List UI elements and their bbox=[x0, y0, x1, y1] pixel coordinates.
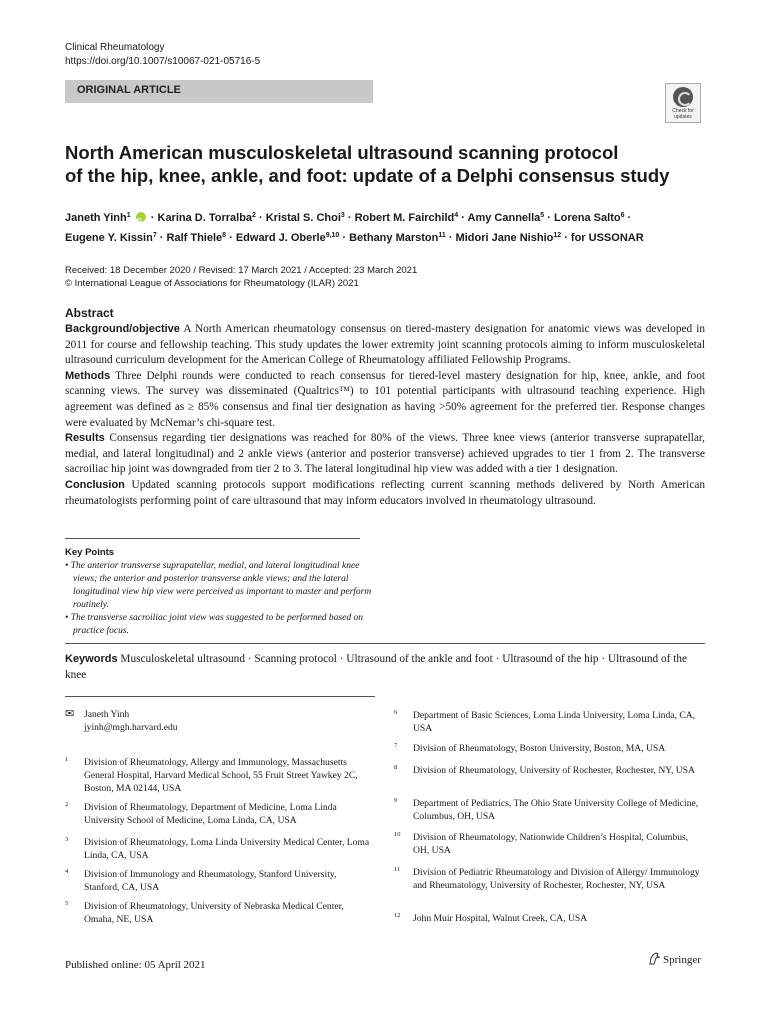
springer-horse-icon bbox=[648, 952, 660, 965]
abstract-methods bbox=[65, 369, 705, 431]
author-affiliation-ref: 4 bbox=[454, 212, 459, 219]
publisher-logo[interactable] bbox=[648, 952, 701, 967]
abstract-background-label: Background/objective bbox=[65, 323, 180, 335]
affiliations-right-column bbox=[394, 709, 704, 934]
key-points-list bbox=[65, 560, 385, 638]
key-points-heading: Key Points bbox=[65, 547, 115, 558]
author-name[interactable]: Edward J. Oberle bbox=[235, 232, 326, 244]
envelope-icon: ✉ bbox=[65, 708, 75, 720]
abstract-conclusion-text: Updated scanning protocols support modifications reflecting current scanning methods delivered by North American rheumatologists performing point of care ultrasound that may inform educators involved in rheumatology ultrasound. bbox=[65, 478, 705, 507]
key-points-divider bbox=[65, 538, 360, 539]
affiliation-text: John Muir Hospital, Walnut Creek, CA, USA bbox=[413, 913, 588, 924]
key-point-text: The anterior transverse suprapatellar, medial, and lateral longitudinal knee views; the anterior and posterior transverse ankle views; and the lateral longitudinal view hip view were perceived as important to master and perform routinely. bbox=[70, 561, 372, 610]
key-point-item: • The transverse sacroiliac joint view was suggested to be performed based on practice focus. bbox=[65, 613, 363, 636]
key-point-text: The transverse sacroiliac joint view was suggested to be performed based on practice focus. bbox=[70, 613, 363, 636]
author-affiliation-ref: 11 bbox=[438, 232, 446, 239]
author-name[interactable]: Robert M. Fairchild bbox=[354, 212, 455, 224]
key-point-item: • The anterior transverse suprapatellar, medial, and lateral longitudinal knee views; the anterior and posterior transverse ankle views; and the lateral longitudinal view hip view were perceived as important to master and perform routinely. bbox=[65, 561, 372, 610]
author-name[interactable]: Amy Cannella bbox=[467, 212, 541, 224]
correspondence-name: Janeth Yinh bbox=[84, 709, 130, 720]
check-updates-label: Check for updates bbox=[672, 108, 694, 120]
title-line-2: of the hip, knee, ankle, and foot: update of a Delphi consensus study bbox=[65, 165, 670, 186]
abstract-conclusion-label: Conclusion bbox=[65, 478, 125, 491]
keywords-label: Keywords bbox=[65, 653, 118, 665]
author-affiliation-ref: 7 bbox=[152, 232, 157, 239]
copyright-notice: © International League of Associations for Rheumatology (ILAR) 2021 bbox=[65, 278, 359, 289]
abstract-methods-text: Three Delphi rounds were conducted to reach consensus for tiered-level mastery designation for hip, knee, ankle, and foot scanning views. The survey was disseminated (Qualtrics™) to 101 potential participants with ultrasound teaching experience. High agreement was defined as ≥ 85% consensus and final tier designation as having >50% agreement for the preferred tier. Response changes were evaluated by McNemar’s chi-square test. bbox=[65, 369, 705, 429]
keywords-text: Musculoskeletal ultrasound · Scanning protocol · Ultrasound of the ankle and foot · Ultrasound of the hip · Ultrasound of the knee bbox=[65, 653, 688, 681]
author-affiliation-ref: 5 bbox=[540, 212, 545, 219]
published-date: Published online: 05 April 2021 bbox=[65, 959, 206, 971]
affiliations-left-column bbox=[65, 708, 375, 938]
affiliation-number: 1 bbox=[65, 756, 69, 763]
article-type-banner: ORIGINAL ARTICLE bbox=[65, 80, 373, 103]
author-name[interactable]: Karina D. Torralba bbox=[157, 212, 253, 224]
abstract-heading: Abstract bbox=[65, 306, 114, 320]
check-for-updates-badge[interactable] bbox=[665, 83, 701, 123]
affiliation-number: 5 bbox=[65, 900, 69, 907]
orcid-icon[interactable] bbox=[136, 212, 146, 222]
affiliation-number: 7 bbox=[394, 742, 398, 749]
publisher-name: Springer bbox=[663, 954, 701, 966]
affiliation-text: Division of Immunology and Rheumatology, Stanford University, Stanford, CA, USA bbox=[84, 869, 337, 893]
author-line-2: Eugene Y. Kissin$^7$ · Ralf Thiele$^8$ · Edward J. Oberle$^{9,10}$ · Bethany Marston$^{11}$ · Midori Jane Nishio$^{12}$ · for USSONAR bbox=[65, 232, 644, 244]
affiliation-text: Division of Rheumatology, Boston University, Boston, MA, USA bbox=[413, 743, 666, 754]
affiliation-number: 10 bbox=[394, 831, 401, 838]
affiliation-number: 8 bbox=[394, 764, 398, 771]
affiliation-number: 12 bbox=[394, 912, 401, 919]
affiliation-number: 6 bbox=[394, 709, 398, 716]
article-dates: Received: 18 December 2020 / Revised: 17 March 2021 / Accepted: 23 March 2021 bbox=[65, 265, 418, 276]
affiliation-text: Division of Rheumatology, University of Nebraska Medical Center, Omaha, NE, USA bbox=[84, 901, 344, 925]
author-affiliation-ref: 3 bbox=[340, 212, 345, 219]
affiliation-number: 3 bbox=[65, 836, 69, 843]
abstract-background-text: A North American rheumatology consensus on tiered-mastery designation for anatomic views was developed in 2011 for course and fellowship teaching. This study updates the lower extremity joint scanning protocols aiming to inform musculoskeletal ultrasound curriculum development for the American College of Rheumatology affiliated Fellowship Programs. bbox=[65, 323, 705, 367]
affiliation-text: Division of Rheumatology, Department of Medicine, Loma Linda University School of Medicine, Loma Linda, CA, USA bbox=[84, 802, 337, 826]
journal-name: Clinical Rheumatology bbox=[65, 42, 165, 53]
affiliation-number: 11 bbox=[394, 866, 401, 873]
keywords-divider bbox=[65, 643, 705, 644]
keywords bbox=[65, 651, 705, 683]
author-name[interactable]: Kristal S. Choi bbox=[265, 212, 341, 224]
abstract-results bbox=[65, 431, 705, 478]
abstract-conclusion bbox=[65, 478, 705, 509]
author-name[interactable]: Bethany Marston bbox=[349, 232, 439, 244]
author-name[interactable]: Ralf Thiele bbox=[166, 232, 223, 244]
affiliation-text: Division of Rheumatology, Loma Linda University Medical Center, Loma Linda, CA, USA bbox=[84, 837, 370, 861]
title-line-1: North American musculoskeletal ultrasound scanning protocol bbox=[65, 142, 619, 163]
author-name[interactable]: Eugene Y. Kissin bbox=[65, 232, 153, 244]
affiliation-text: Department of Pediatrics, The Ohio State University College of Medicine, Columbus, OH, USA bbox=[413, 798, 699, 822]
author-affiliation-ref: 6 bbox=[620, 212, 625, 219]
abstract-methods-label: Methods bbox=[65, 369, 111, 382]
author-affiliation-ref: 12 bbox=[553, 232, 562, 239]
affiliation-text: Division of Rheumatology, Nationwide Children’s Hospital, Columbus, OH, USA bbox=[413, 832, 689, 856]
author-name[interactable]: Lorena Salto bbox=[553, 212, 621, 224]
author-name[interactable]: Midori Jane Nishio bbox=[455, 232, 554, 244]
check-updates-icon bbox=[673, 87, 693, 107]
abstract-body bbox=[65, 322, 705, 509]
abstract-results-label: Results bbox=[65, 432, 105, 445]
affiliations-divider bbox=[65, 696, 375, 697]
author-affiliation-ref: 2 bbox=[252, 212, 256, 219]
affiliation-text: Division of Rheumatology, Allergy and Immunology, Massachusetts General Hospital, Harvard Medical School, 55 Fruit Street Yawkey 2C, Boston, MA 02144, USA bbox=[84, 757, 358, 794]
author-line-1: Janeth Yinh$^1$ iD · Karina D. Torralba$^2$ · Kristal S. Choi$^3$ · Robert M. Fairchild$^4$ · Amy Cannella$^5$ · Lorena Salto$^6$ · bbox=[65, 207, 715, 227]
article-title bbox=[65, 141, 715, 187]
correspondence-email[interactable]: jyinh@mgh.harvard.edu bbox=[84, 722, 178, 733]
author-affiliation-ref: 1 bbox=[126, 212, 131, 219]
consortium-name: for USSONAR bbox=[570, 232, 644, 244]
affiliation-number: 4 bbox=[65, 868, 69, 875]
abstract-background bbox=[65, 322, 705, 369]
affiliation-text: Division of Pediatric Rheumatology and Division of Allergy/ Immunology and Rheumatology, University of Rochester, Rochester, NY, USA bbox=[413, 867, 700, 891]
affiliation-text: Division of Rheumatology, University of Rochester, Rochester, NY, USA bbox=[413, 765, 695, 776]
doi-link[interactable]: https://doi.org/10.1007/s10067-021-05716-5 bbox=[65, 56, 261, 67]
affiliation-text: Department of Basic Sciences, Loma Linda University, Loma Linda, CA, USA bbox=[413, 710, 696, 734]
affiliation-number: 9 bbox=[394, 797, 398, 804]
author-affiliation-ref: 8 bbox=[222, 232, 227, 239]
author-name[interactable]: Janeth Yinh bbox=[65, 212, 127, 224]
author-affiliation-ref: 9,10 bbox=[325, 232, 340, 239]
abstract-results-text: Consensus regarding tier designations was reached for 80% of the views. Three knee views (anterior transverse suprapatellar, medial, and lateral longitudinal) and 2 ankle views (anterior and posterior transverse) achieved upgrades to tier 1 from 2. The transverse sacroiliac hip joint was downgraded from tier 2 to 3. The lateral longitudinal hip view was added with a tier 1 designation. bbox=[65, 432, 706, 476]
affiliation-number: 2 bbox=[65, 801, 69, 808]
author-list bbox=[65, 207, 715, 247]
